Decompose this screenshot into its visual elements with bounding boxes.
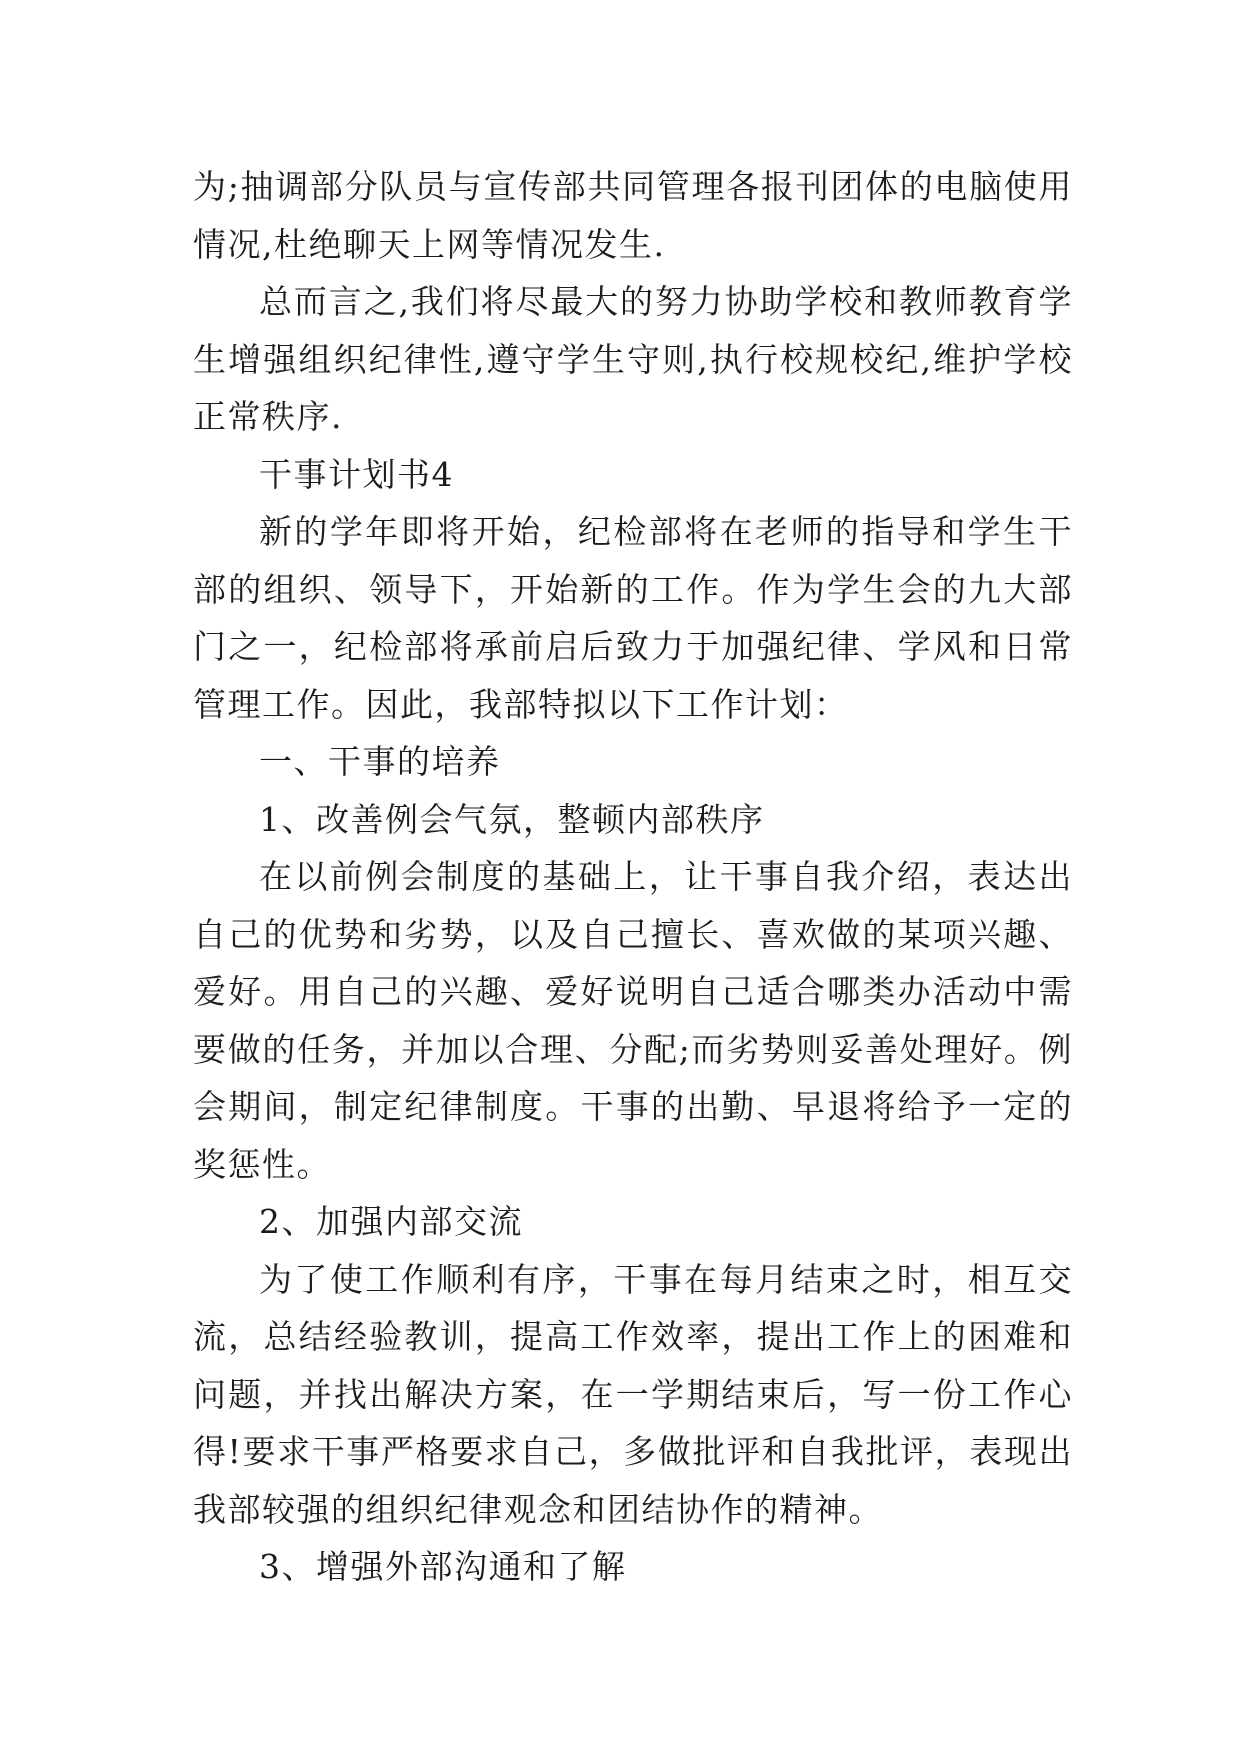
paragraph-continuation: 为;抽调部分队员与宣传部共同管理各报刊团体的电脑使用情况,杜绝聊天上网等情况发生.	[193, 167, 1073, 264]
subheading-cultivation: 一、干事的培养	[259, 742, 501, 781]
section-heading: 干事计划书4	[259, 454, 454, 494]
subheading-item-1: 1、改善例会气氛，整顿内部秩序	[259, 799, 765, 839]
paragraph-intro: 新的学年即将开始，纪检部将在老师的指导和学生干部的组织、领导下，开始新的工作。作为学生会的九大部门之一，纪检部将承前启后致力于加强纪律、学风和日常管理工作。因此，我部特拟以下工作计划：	[193, 512, 1073, 724]
paragraph-item-1: 在以前例会制度的基础上，让干事自我介绍，表达出自己的优势和劣势，以及自己擅长、喜欢做的某项兴趣、爱好。用自己的兴趣、爱好说明自己适合哪类办活动中需要做的任务，并加以合理、分配;而劣势则妥善处理好。例会期间，制定纪律制度。干事的出勤、早退将给予一定的奖惩性。	[193, 857, 1073, 1184]
subheading-item-2: 2、加强内部交流	[259, 1202, 523, 1241]
document-body	[193, 158, 1073, 1596]
subheading-item-3: 3、增强外部沟通和了解	[259, 1547, 627, 1586]
paragraph-summary: 总而言之,我们将尽最大的努力协助学校和教师教育学生增强组织纪律性,遵守学生守则,执行校规校纪,维护学校正常秩序.	[193, 282, 1073, 436]
paragraph-item-2: 为了使工作顺利有序，干事在每月结束之时，相互交流，总结经验教训，提高工作效率，提出工作上的困难和问题，并找出解决方案，在一学期结束后，写一份工作心得!要求干事严格要求自己，多做批评和自我批评，表现出我部较强的组织纪律观念和团结协作的精神。	[193, 1259, 1073, 1529]
